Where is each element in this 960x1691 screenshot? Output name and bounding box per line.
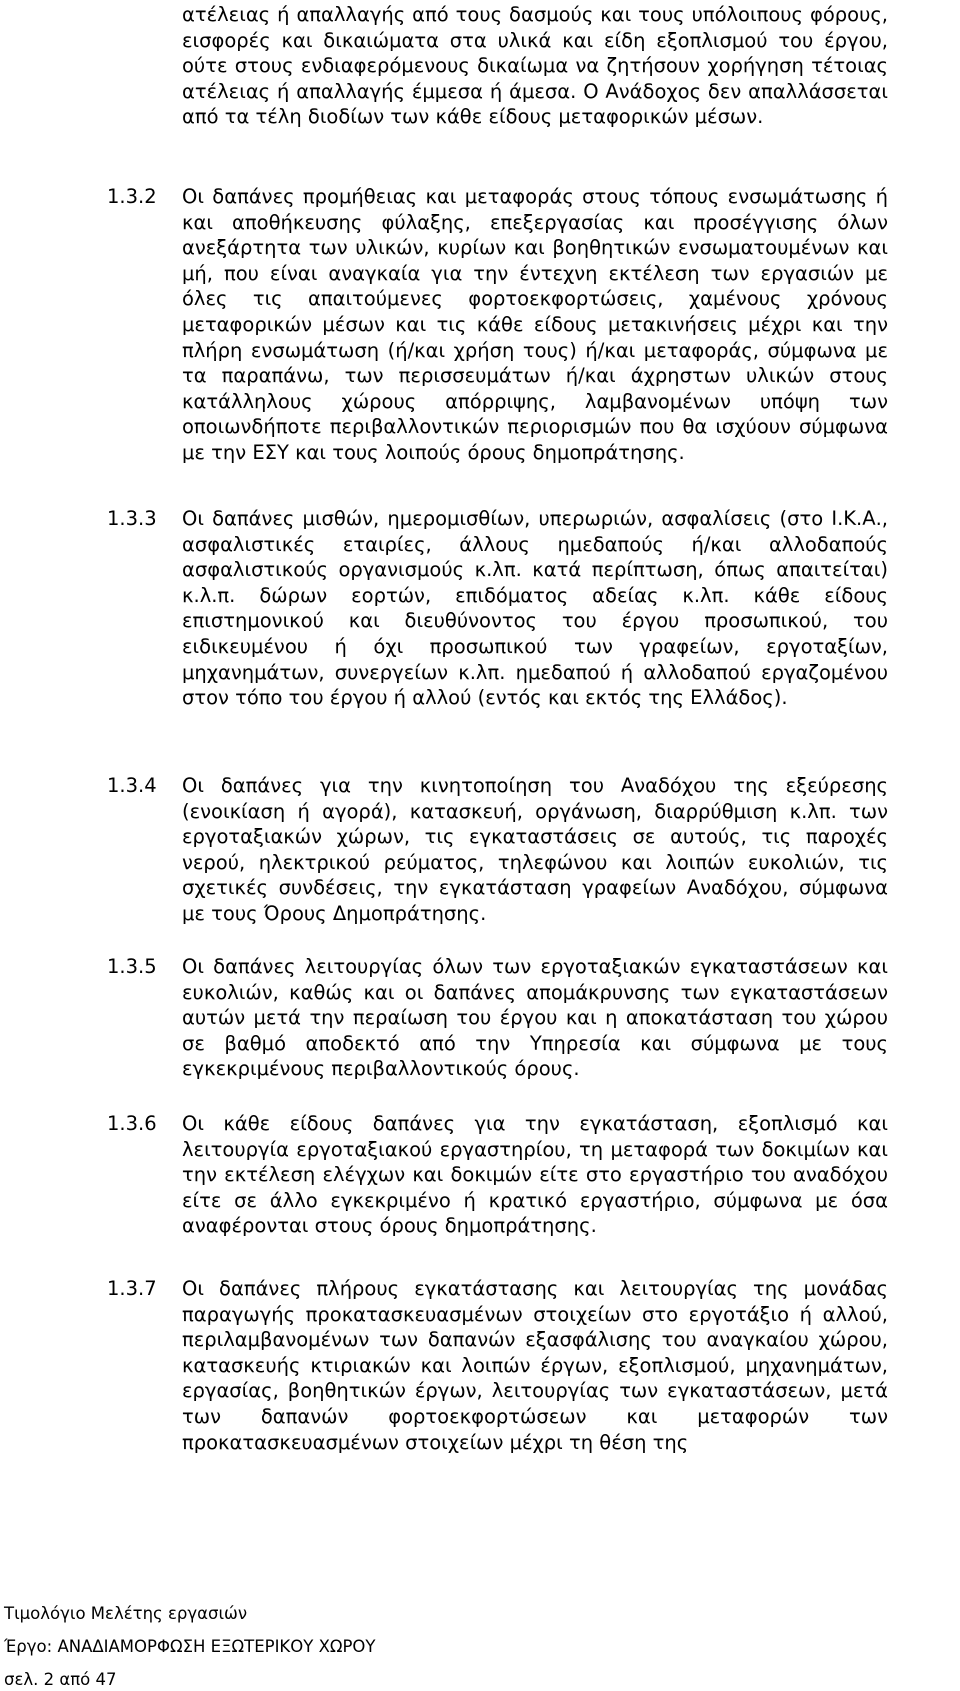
footer-doc-title: Τιμολόγιο Μελέτης εργασιών — [4, 1604, 248, 1623]
item-text-1-3-2: Οι δαπάνες προμήθειας και μεταφοράς στους τόπους ενσωμάτωσης ή και αποθήκευσης φύλαξης, επεξεργασίας και προσέγγισης όλων ανεξάρτητα των υλικών, κυρίων και βοηθητικών ενσωματουμένων και μή, που είναι αναγκαία για την έντεχνη εκτέλεση των εργασιών με όλες τις απαιτούμενες φορτοεκφορτώσεις, χαμένους χρόνους μεταφορικών μέσων και τις κάθε είδους μετακινήσεις μέχρι και την πλήρη ενσωμάτωση (ή/και χρήση τους) ή/και μεταφοράς, σύμφωνα με τα παραπάνω, των περισσευμάτων ή/και άχρηστων υλικών στους κατάλληλους χώρους απόρριψης, λαμβανομένων υπόψη των οποιωνδήποτε περιβαλλοντικών περιορισμών που θα ισχύουν σύμφωνα με την ΕΣΥ και τους λοιπούς όρους δημοπράτησης. — [182, 185, 888, 464]
footer-page-number: σελ. 2 από 47 — [4, 1670, 117, 1689]
item-text-1-3-3: Οι δαπάνες μισθών, ημερομισθίων, υπερωριών, ασφαλίσεις (στο Ι.Κ.Α., ασφαλιστικές εταιρίες, άλλους ημεδαπούς ή/και αλλοδαπούς ασφαλιστικούς οργανισμούς κ.λπ. κατά περίπτωση, όπως απαιτείται) κ.λ.π. δώρων εορτών, επιδόματος αδείας κ.λπ. κάθε είδους επιστημονικού και διευθύνοντος του έργου προσωπικού, του ειδικευμένου ή όχι προσωπικού των γραφείων, εργοταξίων, μηχανημάτων, συνεργείων κ.λπ. ημεδαπού ή αλλοδαπού εργαζομένου στον τόπο του έργου ή αλλού (εντός και εκτός της Ελλάδος). — [182, 507, 888, 710]
item-number-1-3-4: 1.3.4 — [107, 774, 157, 797]
item-number-1-3-3: 1.3.3 — [107, 507, 157, 530]
intro-paragraph: ατέλειας ή απαλλαγής από τους δασμούς και τους υπόλοιπους φόρους, εισφορές και δικαιώματα στα υλικά και είδη εξοπλισμού του έργου, ούτε στους ενδιαφερόμενους δικαίωμα να ζητήσουν χορήγηση τέτοιας ατέλειας ή απαλλαγής έμμεσα ή άμεσα. Ο Ανάδοχος δεν απαλλάσσεται από τα τέλη διοδίων των κάθε είδους μεταφορικών μέσων. — [182, 3, 888, 129]
item-text-1-3-6: Οι κάθε είδους δαπάνες για την εγκατάσταση, εξοπλισμό και λειτουργία εργοταξιακού εργαστηρίου, τη μεταφορά των δοκιμίων και την εκτέλεση ελέγχων και δοκιμών είτε στο εργαστήριο του αναδόχου είτε σε άλλο εγκεκριμένο ή κρατικό εργαστήριο, σύμφωνα με όσα αναφέρονται στους όρους δημοπράτησης. — [182, 1112, 888, 1238]
item-number-1-3-2: 1.3.2 — [107, 185, 157, 208]
item-number-1-3-5: 1.3.5 — [107, 955, 157, 978]
item-text-1-3-5: Οι δαπάνες λειτουργίας όλων των εργοταξιακών εγκαταστάσεων και ευκολιών, καθώς και οι δαπάνες απομάκρυνσης των εγκαταστάσεων αυτών μετά την περαίωση του έργου και η αποκατάσταση του χώρου σε βαθμό αποδεκτό από την Υπηρεσία και σύμφωνα με τους εγκεκριμένους περιβαλλοντικούς όρους. — [182, 955, 888, 1081]
item-number-1-3-7: 1.3.7 — [107, 1277, 157, 1300]
item-text-1-3-4: Οι δαπάνες για την κινητοποίηση του Αναδόχου της εξεύρεσης (ενοικίαση ή αγορά), κατασκευή, οργάνωση, διαρρύθμιση κ.λπ. των εργοταξιακών χώρων, τις εγκαταστάσεις σε αυτούς, τις παροχές νερού, ηλεκτρικού ρεύματος, τηλεφώνου και λοιπών ευκολιών, τις σχετικές συνδέσεις, την εγκατάσταση γραφείων Αναδόχου, σύμφωνα με τους Όρους Δημοπράτησης. — [182, 774, 888, 925]
footer-project-name: Έργο: ΑΝΑΔΙΑΜΟΡΦΩΣΗ ΕΞΩΤΕΡΙΚΟΥ ΧΩΡΟΥ — [4, 1637, 376, 1656]
item-text-1-3-7: Οι δαπάνες πλήρους εγκατάστασης και λειτουργίας της μονάδας παραγωγής προκατασκευασμένων στοιχείων στο εργοτάξιο ή αλλού, περιλαμβανομένων των δαπανών εξασφάλισης του αναγκαίου χώρου, κατασκευής κτιριακών και λοιπών έργων, εξοπλισμού, μηχανημάτων, εργασίας, βοηθητικών έργων, λειτουργίας των εγκαταστάσεων, μετά των δαπανών φορτοεκφορτώσεων και μεταφορών των προκατασκευασμένων στοιχείων μέχρι τη θέση της — [182, 1277, 888, 1454]
item-number-1-3-6: 1.3.6 — [107, 1112, 157, 1135]
